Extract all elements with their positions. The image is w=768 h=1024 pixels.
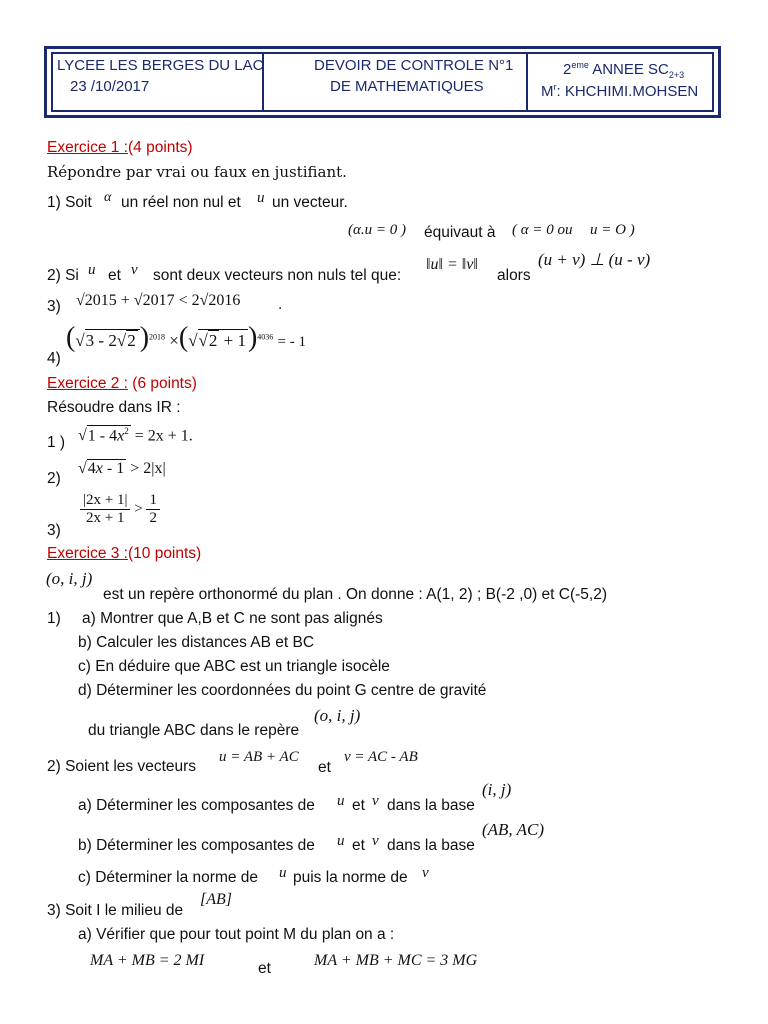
ex1-q4-num: 4) (47, 350, 61, 367)
exam-date: 23 /10/2017 (70, 78, 150, 95)
ex1-q2-et: et (108, 267, 121, 284)
ex1-q1-eq-right-a: ( α = 0 ou (512, 222, 573, 238)
ex3-p2-et: et (318, 759, 331, 776)
ex3-p2a-v: v (372, 793, 379, 809)
ex2-q3-inequality: $\frac{|2x + 1|}{2x + 1}$ > $\frac{1}{2}$ (80, 492, 160, 527)
ex1-q1-num: 1) Soit (47, 194, 92, 211)
ex1-q2-v: v (131, 262, 138, 278)
alpha-symbol: α (104, 190, 112, 205)
exam-title-line2: DE MATHEMATIQUES (330, 78, 484, 95)
ex3-p2c-v: v (422, 865, 429, 881)
ex2-q2-inequality: √ 4x - 1 > 2|x| (78, 459, 166, 478)
ex3-p2b-base: dans la base (387, 837, 475, 854)
ex3-p3: 3) Soit I le milieu de (47, 902, 184, 919)
ex1-q2-orthogonal: (u + v) ⊥ (u - v) (538, 250, 651, 269)
vector-v-definition: v = AC - AB (344, 749, 418, 765)
exercise2-heading: Exercice 2 : (6 points) (47, 375, 197, 392)
ex1-q2-u: u (88, 262, 96, 278)
ex3-p3-equation2: MA + MB + MC = 3 MG (314, 952, 478, 969)
ex1-q1-text2: un vecteur. (272, 194, 348, 211)
ex2-q1-num: 1 ) (47, 434, 66, 451)
ex1-q3-num: 3) (47, 298, 61, 315)
ex3-p2a-et: et (352, 797, 365, 814)
exercise2-instruction: Résoudre dans IR : (47, 399, 181, 416)
ex3-p3-equation1: MA + MB = 2 MI (90, 952, 205, 969)
ex3-p1d-frame: (o, i, j) (314, 706, 361, 725)
ex3-p3-et: et (258, 960, 271, 977)
exercise3-heading: Exercice 3 :(10 points) (47, 545, 202, 562)
exam-title-line1: DEVOIR DE CONTROLE N°1 (314, 57, 514, 74)
header-divider-2 (526, 52, 528, 112)
ex3-frame-oij: (o, i, j) (46, 569, 93, 588)
ex3-p1a: a) Montrer que A,B et C ne sont pas alignés (82, 610, 383, 627)
vector-u-definition: u = AB + AC (219, 749, 299, 765)
exercise1-heading: Exercice 1 :(4 points) (47, 139, 193, 156)
ex3-p1d: d) Déterminer les coordonnées du point G centre de gravité (78, 682, 487, 699)
ex1-q3-inequality: √2015 + √2017 < 2√2016 (76, 292, 241, 309)
ex3-p2: 2) Soient les vecteurs (47, 758, 197, 775)
ex1-q2-num: 2) Si (47, 267, 79, 284)
ex1-q4-expression: (√ 3 - 2√ 2 )$^{2018}$ ×(√ √ 2 + 1)$^{4036}$ = - 1 (66, 322, 306, 354)
ex1-q2-alors: alors (497, 267, 531, 284)
ex3-p2c-mid: puis la norme de (293, 869, 408, 886)
ex3-p1c: c) En déduire que ABC est un triangle isocèle (78, 658, 390, 675)
ex1-q1-text1: un réel non nul et (121, 194, 241, 211)
ex1-q1-eq-right-b: u = O ) (590, 222, 635, 238)
exercise1-instruction: Répondre par vrai ou faux en justifiant. (47, 163, 347, 181)
ex3-p2b-v: v (372, 833, 379, 849)
ex3-p2b-u: u (337, 833, 345, 849)
ex1-q3-dot: . (278, 296, 283, 313)
teacher-name: $M^r$: KHCHIMI.MOHSEN (541, 82, 699, 100)
ex1-q1-eq-mid: équivaut à (424, 224, 496, 241)
ex3-intro: est un repère orthonormé du plan . On donne : A(1, 2) ; B(-2 ,0) et C(-5,2) (103, 586, 608, 603)
ex1-q2-norm-condition: ‖u‖ = ‖v‖ (426, 256, 478, 273)
ex3-p3-segment-ab: [AB] (200, 891, 232, 908)
ex3-p2a-base: dans la base (387, 797, 475, 814)
ex3-p2a-text: a) Déterminer les composantes de (78, 797, 315, 814)
school-name: LYCEE LES BERGES DU LAC (57, 57, 264, 74)
ex2-q2-num: 2) (47, 470, 61, 487)
ex3-p2c-u: u (279, 865, 287, 881)
ex3-p1b: b) Calculer les distances AB et BC (78, 634, 315, 651)
ex3-p1-num: 1) (47, 610, 61, 627)
ex3-p2a-u: u (337, 793, 345, 809)
ex2-q1-equation: √ $1 - 4x^2 = 2x + 1$. (78, 425, 193, 445)
ex1-q1-eq-left: (α.u = 0 ) (348, 222, 406, 238)
ex3-p2a-basis-ij: (i, j) (482, 780, 512, 799)
ex1-q2-text: sont deux vecteurs non nuls tel que: (153, 267, 402, 284)
class-year: 2eme ANNEE $SC_{2+3}$ (563, 60, 685, 80)
ex2-q3-num: 3) (47, 522, 61, 539)
ex3-p1d2: du triangle ABC dans le repère (88, 722, 300, 739)
ex3-p2c-text: c) Déterminer la norme de (78, 869, 259, 886)
ex3-p3a: a) Vérifier que pour tout point M du plan on a : (78, 926, 395, 943)
ex3-p2b-et: et (352, 837, 365, 854)
vector-u: u (257, 190, 265, 206)
ex3-p2b-basis-ab-ac: (AB, AC) (482, 820, 545, 839)
ex3-p2b-text: b) Déterminer les composantes de (78, 837, 315, 854)
